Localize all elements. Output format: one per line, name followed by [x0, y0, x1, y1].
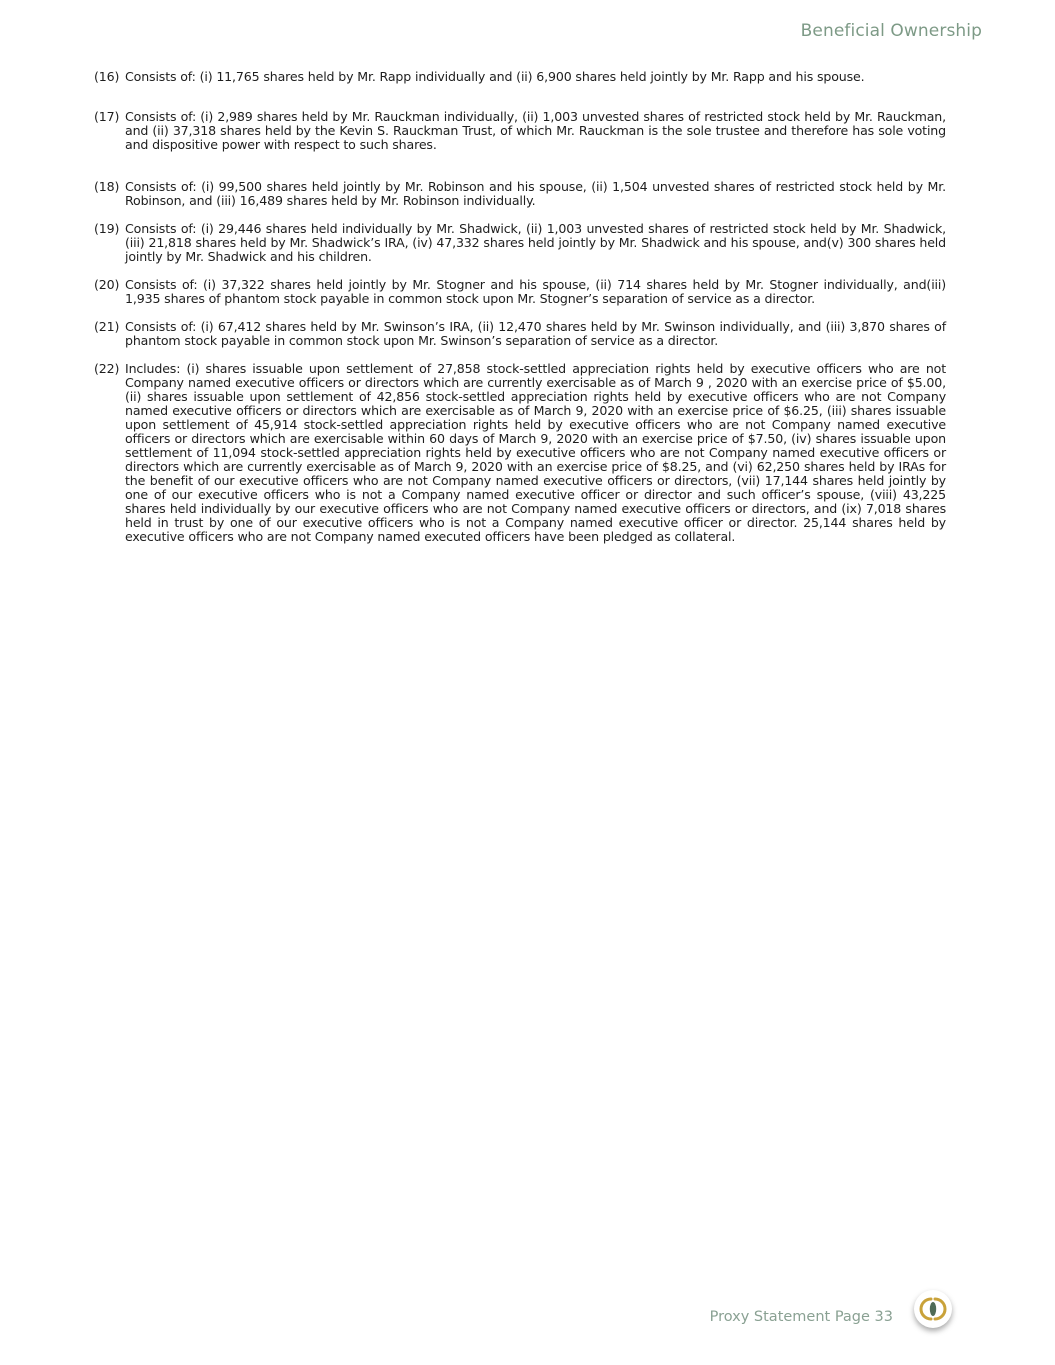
page-number-label: Proxy Statement Page 33: [709, 1309, 893, 1325]
footnote-text: Consists of: (i) 37,322 shares held jointly by Mr. Stogner and his spouse, (ii) 714 shares held by Mr. Stogner individually, and(iii) 1,935 shares of phantom stock payable in common stock upon Mr. Stogner’s separation of service as a director.: [125, 277, 946, 306]
footnote-text: Consists of: (i) 2,989 shares held by Mr. Rauckman individually, (ii) 1,003 unvested shares of restricted stock held by Mr. Rauckman, and (ii) 37,318 shares held by the Kevin S. Rauckman Trust, of which Mr. Rauckman is the sole trustee and therefore has sole voting and dispositive power with respect to such shares.: [125, 109, 946, 152]
footnote-20: [94, 278, 946, 306]
footnote-text: Includes: (i) shares issuable upon settlement of 27,858 stock-settled appreciation rights held by executive officers who are not Company named executive officers or directors which are currently exercisable as of March 9 , 2020 with an exercise price of $5.00, (ii) shares issuable upon settlement of 42,856 stock-settled appreciation rights held by executive officers who are not Company named executive officers or directors which are exercisable as of March 9, 2020 with an exercise price of $6.25, (iii) shares issuable upon settlement of 45,914 stock-settled appreciation rights held by executive officers who are not Company named executive officers or directors which are exercisable within 60 days of March 9, 2020 with an exercise price of $7.50, (iv) shares issuable upon settlement of 11,094 stock-settled appreciation rights held by executive officers who are not Company named executive officers or directors which are currently exercisable as of March 9, 2020 with an exercise price of $8.25, and (vi) 62,250 shares held by IRAs for the benefit of our executive officers who are not Company named executive officers or directors, (vii) 17,144 shares held jointly by one of our executive officers who is not a Company named executive officer or director and such officer’s spouse, (viii) 43,225 shares held individually by our executive officers who are not Company named executive officers or directors, and (ix) 7,018 shares held in trust by one of our executive officers who is not a Company named executive officer or director. 25,144 shares held by executive officers who are not Company named executed officers have been pledged as collateral.: [125, 361, 946, 544]
section-header: Beneficial Ownership: [800, 21, 982, 41]
footnote-number: (21): [94, 319, 120, 334]
footnote-22: [94, 362, 946, 544]
footnote-number: (18): [94, 179, 120, 194]
company-logo-icon: [914, 1290, 952, 1328]
footnote-text: Consists of: (i) 67,412 shares held by Mr. Swinson’s IRA, (ii) 12,470 shares held by Mr. Swinson individually, and (iii) 3,870 shares of phantom stock payable in common stock upon Mr. Swinson’s separation of service as a director.: [125, 319, 946, 348]
footnote-list: [94, 70, 946, 544]
footnote-number: (20): [94, 277, 120, 292]
footnote-number: (19): [94, 221, 120, 236]
footnote-18: [94, 180, 946, 208]
footnote-text: Consists of: (i) 99,500 shares held jointly by Mr. Robinson and his spouse, (ii) 1,504 unvested shares of restricted stock held by Mr. Robinson, and (iii) 16,489 shares held by Mr. Robinson individually.: [125, 179, 946, 208]
footnote-number: (16): [94, 69, 120, 84]
footnote-21: [94, 320, 946, 348]
footnote-text: Consists of: (i) 29,446 shares held individually by Mr. Shadwick, (ii) 1,003 unvested shares of restricted stock held by Mr. Shadwick, (iii) 21,818 shares held by Mr. Shadwick’s IRA, (iv) 47,332 shares held jointly by Mr. Shadwick and his spouse, and(v) 300 shares held jointly by Mr. Shadwick and his children.: [125, 221, 946, 264]
footnote-17: [94, 110, 946, 152]
footnote-number: (17): [94, 109, 120, 124]
footnote-16: [94, 70, 946, 84]
footnote-text: Consists of: (i) 11,765 shares held by Mr. Rapp individually and (ii) 6,900 shares held jointly by Mr. Rapp and his spouse.: [125, 69, 865, 84]
footnote-19: [94, 222, 946, 264]
footnote-number: (22): [94, 361, 120, 376]
